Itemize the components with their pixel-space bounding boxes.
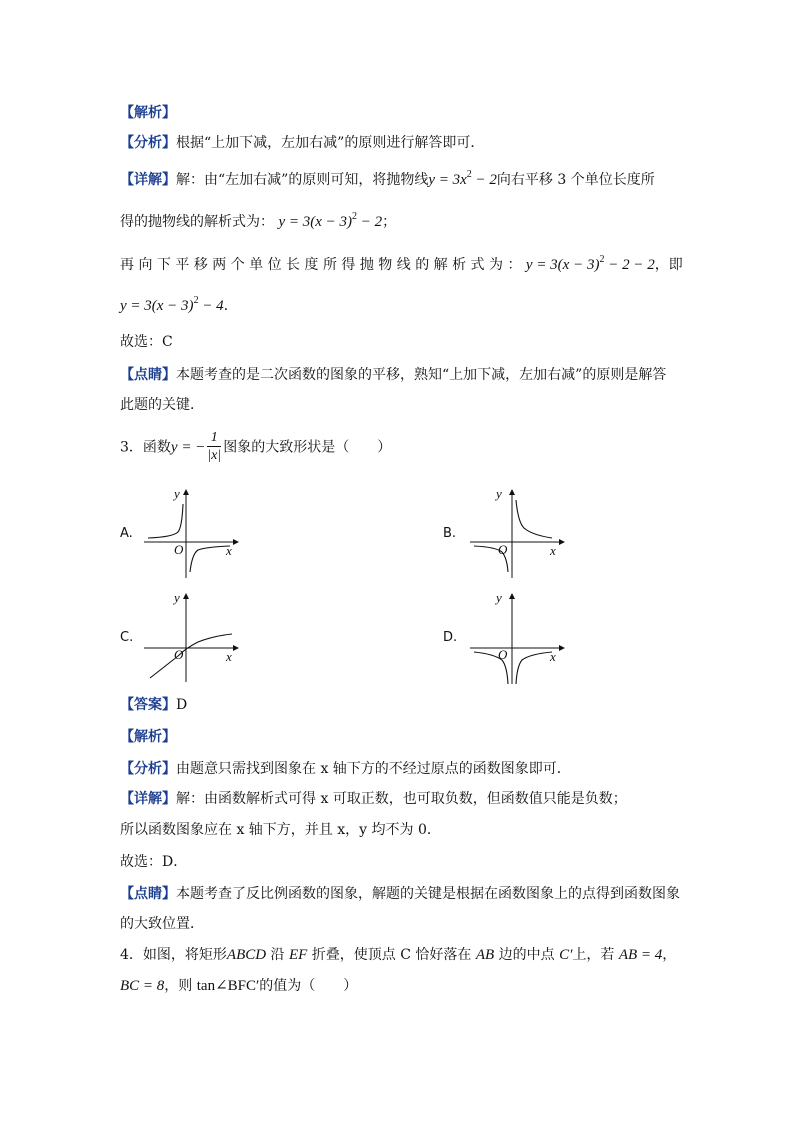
q3-xiangjie-line-2: 所以函数图象应在 x 轴下方，并且 x，y 均不为 0． — [120, 822, 441, 838]
q3-jiexi-heading: 【解析】 — [120, 729, 176, 745]
origin-label: O — [498, 647, 508, 662]
fenxi-tag: 【分析】 — [120, 135, 176, 151]
fenxi-text: 根据“上加下减，左加右减”的原则进行解答即可． — [176, 135, 485, 151]
x-label: x — [226, 649, 232, 664]
option-a-graph — [138, 482, 248, 582]
guxuan-line: 故选：C — [120, 334, 173, 350]
curve-right — [516, 652, 552, 684]
x-label: x — [550, 649, 556, 664]
xiangjie-text-1: 解：由“左加右减”的原则可知，将抛物线 — [176, 172, 429, 188]
y-label: y — [174, 486, 180, 501]
fenxi-line — [120, 133, 484, 153]
xiangjie-line-4: $y = 3(x - 3)^2 - 4$． — [120, 295, 238, 314]
q3-answer-line — [120, 695, 187, 715]
xiangjie-text-1-tail: 向右平移 3 个单位长度所 — [496, 172, 655, 188]
q3-suffix: 图象的大致形状是（ ） — [223, 439, 392, 456]
q4-stem-line-1: 4．如图，将矩形ABCD 沿 EF 折叠，使顶点 C 恰好落在 AB 边的中点 C′上，若 AB = 4， — [120, 947, 677, 963]
curve — [150, 634, 232, 678]
parabola-shifted-down: $y = 3(x - 3)^2 - 2 - 2$ — [525, 254, 655, 273]
dianjing-text-1: 本题考查的是二次函数的图象的平移，熟知“上加下减，左加右减”的原则是解答 — [176, 367, 667, 383]
parabola-shifted-right: $y = 3(x - 3)^2 - 2$ — [278, 211, 383, 230]
x-label: x — [226, 543, 232, 558]
parabola-final: $y = 3(x - 3)^2 - 4$ — [120, 295, 224, 314]
dianjing-text-1: 本题考查了反比例函数的图象，解题的关键是根据在函数图象上的点得到函数图象 — [176, 886, 680, 902]
option-b-label: B. — [443, 526, 457, 541]
q3-xiangjie-line-1 — [120, 789, 627, 809]
curve-left — [148, 504, 183, 538]
answer-value: D — [176, 697, 188, 713]
y-label: y — [496, 590, 502, 605]
xiangjie-tag: 【详解】 — [120, 791, 176, 807]
parabola-original: $y = 3x^2 - 2$ — [428, 169, 497, 188]
xiangjie-text-2: 得的抛物线的解析式为： — [120, 214, 274, 230]
q3-fraction: $\frac{1}{|x|}$ — [207, 430, 222, 463]
option-d-label: D. — [443, 630, 458, 645]
curve-right — [516, 500, 552, 538]
q3-guxuan-line: 故选：D． — [120, 854, 188, 870]
xiangjie-line-3 — [120, 255, 683, 277]
origin-label: O — [174, 542, 184, 557]
dianjing-tag: 【点睛】 — [120, 367, 176, 383]
origin-label: O — [498, 542, 508, 557]
y-label: y — [174, 590, 180, 605]
dianjing-line-2: 此题的关键． — [120, 397, 204, 413]
q3-stem — [120, 430, 391, 465]
option-a-label: A. — [120, 526, 133, 541]
curve-right — [190, 546, 230, 572]
option-c-label: C. — [120, 630, 134, 645]
option-c-graph — [138, 586, 248, 686]
xiangjie-text-1: 解：由函数解析式可得 x 可取正数，也可取负数，但函数值只能是负数； — [176, 791, 627, 807]
dianjing-line-1 — [120, 365, 666, 385]
q3-prefix: 3．函数 — [120, 439, 171, 456]
xiangjie-text-3-tail: ，即 — [654, 257, 683, 273]
option-b-graph — [464, 482, 574, 582]
q3-dianjing-line-2: 的大致位置． — [120, 916, 204, 932]
fenxi-tag: 【分析】 — [120, 761, 176, 777]
xiangjie-line-2: 得的抛物线的解析式为： $y = 3(x - 3)^2 - 2$； — [120, 211, 397, 230]
option-d-graph — [464, 586, 574, 688]
xiangjie-tag: 【详解】 — [120, 172, 176, 188]
xiangjie-line-1 — [120, 170, 655, 192]
q3-fenxi-line — [120, 759, 571, 779]
q3-dianjing-line-1 — [120, 884, 680, 904]
jiexi-heading: 【解析】 — [120, 105, 176, 121]
x-label: x — [550, 543, 556, 558]
origin-label: O — [174, 647, 184, 662]
q4-stem-line-2: BC = 8，则 tan∠BFC′的值为（ ） — [120, 978, 358, 994]
q3-function: y = − — [170, 439, 206, 456]
fenxi-text: 由题意只需找到图象在 x 轴下方的不经过原点的函数图象即可． — [176, 761, 571, 777]
dianjing-tag: 【点睛】 — [120, 886, 176, 902]
xiangjie-text-3: 再 向 下 平 移 两 个 单 位 长 度 所 得 抛 物 线 的 解 析 式 为 ： — [120, 257, 522, 273]
y-label: y — [496, 486, 502, 501]
answer-tag: 【答案】 — [120, 697, 176, 713]
